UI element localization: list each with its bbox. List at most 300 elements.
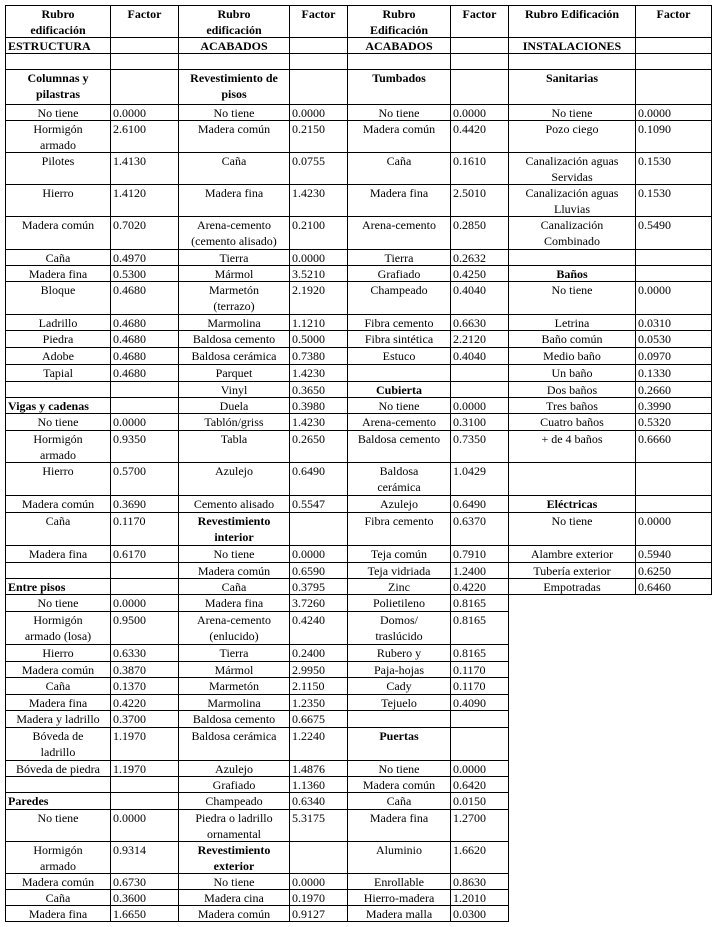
row-rule bbox=[508, 562, 712, 563]
row-rule bbox=[178, 809, 348, 810]
row-rule bbox=[347, 347, 509, 348]
row-rule bbox=[347, 249, 509, 250]
factor-value: 0.4040 bbox=[453, 349, 486, 363]
rubro-name: Enrollable bbox=[374, 875, 424, 889]
factor-value: 0.5320 bbox=[638, 415, 671, 429]
blank-cell bbox=[290, 842, 347, 873]
factor-value: 0.0150 bbox=[453, 794, 486, 808]
column-rule bbox=[347, 5, 348, 922]
column-rule bbox=[5, 5, 6, 922]
row-rule bbox=[347, 873, 509, 874]
row-rule bbox=[178, 330, 348, 331]
row-rule bbox=[178, 694, 348, 695]
factor-value: 1.6620 bbox=[453, 843, 486, 857]
rubro-name: Azulejo bbox=[215, 464, 253, 478]
blank-cell bbox=[290, 70, 347, 104]
column-rule bbox=[635, 5, 636, 595]
rubro-name: Bóveda de ladrillo bbox=[32, 729, 84, 759]
rubro-name: Pilotes bbox=[41, 154, 75, 168]
row-rule bbox=[347, 364, 509, 365]
row-rule bbox=[5, 889, 179, 890]
rubro-name: Azulejo bbox=[380, 497, 418, 511]
rubro-name: Madera común bbox=[197, 564, 271, 578]
row-rule bbox=[5, 347, 179, 348]
row-rule bbox=[178, 462, 348, 463]
row-rule bbox=[508, 578, 712, 579]
rubro-name: Caña bbox=[45, 679, 71, 693]
blank-cell bbox=[111, 579, 178, 594]
category-label: INSTALACIONES bbox=[522, 39, 622, 53]
rubro-name: Caña bbox=[221, 580, 247, 594]
row-rule bbox=[347, 611, 509, 612]
row-rule bbox=[508, 495, 712, 496]
row-rule bbox=[5, 330, 179, 331]
rubro-name: Madera fina bbox=[204, 596, 264, 610]
category-label: ACABADOS bbox=[365, 39, 433, 53]
rubro-name: + de 4 baños bbox=[541, 432, 603, 446]
rubro-name: Madera común bbox=[197, 122, 271, 136]
factor-value: 0.9127 bbox=[292, 907, 325, 921]
row-rule bbox=[5, 545, 179, 546]
factor-value: 1.4130 bbox=[113, 154, 146, 168]
rubro-name: Canalización Combinado bbox=[540, 218, 604, 248]
section-heading: Paredes bbox=[8, 794, 49, 808]
rubro-name: Tubería exterior bbox=[533, 564, 611, 578]
rubro-name: Duela bbox=[219, 399, 249, 413]
rubro-name: Cuatro baños bbox=[540, 415, 604, 429]
factor-value: 1.2400 bbox=[453, 564, 486, 578]
row-rule bbox=[178, 381, 348, 382]
factor-value: 1.2010 bbox=[453, 891, 486, 905]
row-rule bbox=[5, 562, 179, 563]
rubro-name: Teja común bbox=[370, 547, 428, 561]
rubro-name: No tiene bbox=[551, 283, 593, 297]
rubro-name: Tierra bbox=[219, 251, 249, 265]
factor-value: 0.0000 bbox=[292, 547, 325, 561]
rubro-name: No tiene bbox=[213, 875, 255, 889]
rubro-name: Madera cina bbox=[204, 891, 264, 905]
row-rule bbox=[347, 462, 509, 463]
rubro-name: No tiene bbox=[37, 106, 79, 120]
rubro-name: Tabla bbox=[220, 432, 248, 446]
rubro-name: Tierra bbox=[384, 251, 414, 265]
factor-value: 0.1170 bbox=[113, 514, 146, 528]
blank-cell bbox=[451, 70, 508, 104]
row-rule bbox=[178, 841, 348, 842]
factor-value: 3.5210 bbox=[292, 267, 325, 281]
row-rule bbox=[5, 661, 179, 662]
rubro-name: Madera fina bbox=[28, 696, 88, 710]
row-rule bbox=[508, 413, 712, 414]
row-rule bbox=[347, 809, 509, 810]
row-rule bbox=[5, 364, 179, 365]
row-rule bbox=[5, 265, 179, 266]
factor-value: 0.0755 bbox=[292, 154, 325, 168]
row-rule bbox=[178, 921, 348, 922]
row-rule bbox=[5, 5, 712, 6]
rubro-name: Rubero y bbox=[376, 646, 422, 660]
row-rule bbox=[508, 381, 712, 382]
row-rule bbox=[178, 889, 348, 890]
row-rule bbox=[347, 644, 509, 645]
row-rule bbox=[508, 430, 712, 431]
row-rule bbox=[347, 841, 509, 842]
rubro-name: Madera común bbox=[21, 875, 95, 889]
row-rule bbox=[178, 397, 348, 398]
rubro-name: Tablón/griss bbox=[204, 415, 264, 429]
factor-value: 0.6340 bbox=[292, 794, 325, 808]
factor-value: 0.4970 bbox=[113, 251, 146, 265]
factor-value: 1.4876 bbox=[292, 762, 325, 776]
rubro-name: Hierro-madera bbox=[363, 891, 435, 905]
rubro-name: Hormigón armado bbox=[33, 843, 83, 873]
row-rule bbox=[178, 710, 348, 711]
row-rule bbox=[508, 512, 712, 513]
factor-value: 0.9314 bbox=[113, 843, 146, 857]
row-rule bbox=[347, 397, 509, 398]
factor-value: 0.3795 bbox=[292, 580, 325, 594]
row-rule bbox=[5, 495, 179, 496]
factor-value: 0.0000 bbox=[113, 811, 146, 825]
rubro-name: Madera fina bbox=[28, 907, 88, 921]
row-rule bbox=[5, 727, 179, 728]
blank-cell bbox=[6, 563, 110, 578]
blank-cell bbox=[111, 382, 178, 397]
row-rule bbox=[5, 281, 179, 282]
column-rule bbox=[508, 5, 509, 595]
blank-cell bbox=[111, 793, 178, 809]
rubro-name: Caña bbox=[221, 154, 247, 168]
factor-value: 2.1150 bbox=[292, 679, 325, 693]
rubro-name: Empotradas bbox=[543, 580, 601, 594]
factor-value: 2.5010 bbox=[453, 186, 486, 200]
rubro-name: No tiene bbox=[37, 596, 79, 610]
blank-cell bbox=[636, 496, 711, 512]
rubro-name: Tres baños bbox=[546, 399, 598, 413]
rubro-name: Madera común bbox=[21, 663, 95, 677]
blank-cell bbox=[111, 777, 178, 792]
row-rule bbox=[508, 330, 712, 331]
row-rule bbox=[5, 120, 179, 121]
factor-value: 0.4220 bbox=[113, 696, 146, 710]
rubro-name: No tiene bbox=[551, 514, 593, 528]
factor-value: 2.1920 bbox=[292, 283, 325, 297]
row-rule bbox=[178, 727, 348, 728]
factor-value: 0.6490 bbox=[292, 464, 325, 478]
blank-cell bbox=[348, 365, 450, 381]
row-rule bbox=[347, 776, 509, 777]
row-rule bbox=[5, 873, 179, 874]
row-rule bbox=[508, 397, 712, 398]
factor-value: 0.8165 bbox=[453, 646, 486, 660]
factor-value: 0.1090 bbox=[638, 122, 671, 136]
row-rule bbox=[5, 314, 179, 315]
row-rule bbox=[347, 578, 509, 579]
rubro-name: Ladrillo bbox=[38, 316, 78, 330]
rubro-name: Letrina bbox=[554, 316, 590, 330]
rubro-name: Marmetón (terrazo) bbox=[209, 283, 259, 313]
factor-value: 0.9500 bbox=[113, 613, 146, 627]
rubro-name: Hormigón armado bbox=[33, 122, 83, 152]
row-rule bbox=[178, 413, 348, 414]
row-rule bbox=[5, 462, 179, 463]
blank-cell bbox=[451, 382, 508, 397]
factor-value: 0.0000 bbox=[453, 762, 486, 776]
blank-cell bbox=[451, 365, 508, 381]
factor-value: 0.3980 bbox=[292, 399, 325, 413]
header-factor: Factor bbox=[127, 7, 162, 21]
rubro-name: Hierro bbox=[42, 464, 74, 478]
rubro-name: Baldosa cerámica bbox=[191, 349, 277, 363]
row-rule bbox=[178, 644, 348, 645]
rubro-name: Arena-cemento (enlucido) bbox=[197, 613, 271, 643]
factor-value: 0.4040 bbox=[453, 283, 486, 297]
row-rule bbox=[5, 578, 179, 579]
factor-value: 0.3870 bbox=[113, 663, 146, 677]
factor-value: 0.6330 bbox=[113, 646, 146, 660]
row-rule bbox=[347, 330, 509, 331]
factor-value: 0.0000 bbox=[292, 875, 325, 889]
factor-value: 0.6660 bbox=[638, 432, 671, 446]
factor-value: 0.1170 bbox=[453, 679, 486, 693]
rubro-name: No tiene bbox=[213, 106, 255, 120]
row-rule bbox=[178, 281, 348, 282]
row-rule bbox=[5, 710, 179, 711]
rubro-name: Pozo ciego bbox=[545, 122, 599, 136]
factor-value: 0.6250 bbox=[638, 564, 671, 578]
factor-value: 0.3700 bbox=[113, 712, 146, 726]
row-rule bbox=[178, 578, 348, 579]
rubro-name: Piedra bbox=[42, 332, 74, 346]
rubro-name: Tapial bbox=[43, 366, 73, 380]
row-rule bbox=[347, 120, 509, 121]
row-rule bbox=[5, 430, 179, 431]
row-rule bbox=[178, 265, 348, 266]
factor-value: 0.5300 bbox=[113, 267, 146, 281]
rubro-name: Madera malla bbox=[365, 907, 433, 921]
header-factor: Factor bbox=[462, 7, 497, 21]
factor-value: 0.0000 bbox=[292, 106, 325, 120]
row-rule bbox=[347, 216, 509, 217]
row-rule bbox=[178, 594, 348, 595]
row-rule bbox=[347, 545, 509, 546]
blank-cell bbox=[111, 398, 178, 413]
factor-value: 0.4090 bbox=[453, 696, 486, 710]
rubro-name: Azulejo bbox=[215, 762, 253, 776]
factor-value: 0.0000 bbox=[638, 514, 671, 528]
row-rule bbox=[347, 413, 509, 414]
row-rule bbox=[5, 152, 179, 153]
factor-value: 0.7350 bbox=[453, 432, 486, 446]
row-rule bbox=[5, 184, 179, 185]
section-heading: Tumbados bbox=[372, 71, 426, 85]
factor-value: 1.1970 bbox=[113, 729, 146, 743]
category-label: ESTRUCTURA bbox=[8, 39, 91, 53]
section-heading: Vigas y cadenas bbox=[8, 399, 89, 413]
row-rule bbox=[178, 792, 348, 793]
blank-cell bbox=[509, 463, 635, 495]
factor-value: 0.6675 bbox=[292, 712, 325, 726]
row-rule bbox=[178, 512, 348, 513]
rubro-name: Canalización aguas Servidas bbox=[525, 154, 619, 184]
factor-value: 0.4420 bbox=[453, 122, 486, 136]
rubro-name: Arena-cemento bbox=[362, 218, 436, 232]
factor-value: 0.7910 bbox=[453, 547, 486, 561]
factor-value: 0.6420 bbox=[453, 778, 486, 792]
rubro-name: Vinyl bbox=[220, 383, 248, 397]
rubro-name: Dos baños bbox=[546, 383, 598, 397]
rubro-name: Tierra bbox=[219, 646, 249, 660]
header-factor: Factor bbox=[301, 7, 336, 21]
blank-cell bbox=[348, 711, 450, 727]
factor-value: 0.1970 bbox=[292, 891, 325, 905]
factor-value: 1.0429 bbox=[453, 464, 486, 478]
row-rule bbox=[5, 397, 179, 398]
row-rule bbox=[508, 249, 712, 250]
factor-value: 0.6730 bbox=[113, 875, 146, 889]
factor-value: 0.4680 bbox=[113, 316, 146, 330]
row-rule bbox=[508, 265, 712, 266]
row-rule bbox=[5, 809, 179, 810]
rubro-name: Cady bbox=[386, 679, 412, 693]
row-rule bbox=[508, 104, 712, 105]
factor-value: 0.6460 bbox=[638, 580, 671, 594]
factor-value: 1.1360 bbox=[292, 778, 325, 792]
row-rule bbox=[5, 694, 179, 695]
factor-value: 0.5547 bbox=[292, 497, 325, 511]
factor-value: 0.6590 bbox=[292, 564, 325, 578]
column-rule bbox=[178, 5, 179, 922]
row-rule bbox=[178, 314, 348, 315]
row-rule bbox=[347, 381, 509, 382]
rubro-name: Hormigón armado (losa) bbox=[24, 613, 92, 643]
section-heading: Baños bbox=[556, 267, 588, 281]
factor-value: 0.2400 bbox=[292, 646, 325, 660]
factor-value: 0.6370 bbox=[453, 514, 486, 528]
row-rule bbox=[347, 512, 509, 513]
rubro-name: Fibra cemento bbox=[364, 514, 434, 528]
factor-value: 0.5490 bbox=[638, 218, 671, 232]
factor-value: 0.1530 bbox=[638, 186, 671, 200]
factor-value: 0.0000 bbox=[292, 251, 325, 265]
row-rule bbox=[347, 889, 509, 890]
factor-value: 0.7380 bbox=[292, 349, 325, 363]
rubro-name: Caña bbox=[386, 794, 412, 808]
factor-value: 0.0000 bbox=[113, 415, 146, 429]
factor-value: 0.4680 bbox=[113, 332, 146, 346]
section-heading: Puertas bbox=[379, 729, 419, 743]
rubro-name: No tiene bbox=[213, 547, 255, 561]
rubro-name: Aluminio bbox=[375, 843, 422, 857]
rubro-name: Bloque bbox=[40, 283, 76, 297]
factor-value: 0.8165 bbox=[453, 596, 486, 610]
factor-value: 0.7020 bbox=[113, 218, 146, 232]
row-rule bbox=[178, 611, 348, 612]
rubro-name: Madera fina bbox=[369, 186, 429, 200]
factor-value: 1.2350 bbox=[292, 696, 325, 710]
row-rule bbox=[178, 184, 348, 185]
row-rule bbox=[347, 594, 509, 595]
blank-cell bbox=[636, 250, 711, 265]
rubro-name: Marmetón bbox=[209, 679, 259, 693]
rubro-name: Tejuelo bbox=[381, 696, 417, 710]
row-rule bbox=[347, 281, 509, 282]
rubro-name: Cemento alisado bbox=[193, 497, 275, 511]
blank-cell bbox=[290, 513, 347, 545]
rubro-name: Teja vidriada bbox=[367, 564, 431, 578]
factor-value: 0.8630 bbox=[453, 875, 486, 889]
rubro-name: Grafiado bbox=[377, 267, 421, 281]
row-rule bbox=[178, 661, 348, 662]
row-rule bbox=[508, 216, 712, 217]
factor-value: 0.6170 bbox=[113, 547, 146, 561]
factor-value: 0.6490 bbox=[453, 497, 486, 511]
rubro-name: No tiene bbox=[378, 399, 420, 413]
factor-value: 0.2150 bbox=[292, 122, 325, 136]
factor-value: 0.4680 bbox=[113, 349, 146, 363]
factor-value: 0.2660 bbox=[638, 383, 671, 397]
row-rule bbox=[178, 873, 348, 874]
rubro-name: Caña bbox=[45, 891, 71, 905]
row-rule bbox=[5, 104, 179, 105]
row-rule bbox=[178, 347, 348, 348]
rubro-name: Mármol bbox=[214, 663, 254, 677]
factor-value: 0.2850 bbox=[453, 218, 486, 232]
factor-value: 0.3990 bbox=[638, 399, 671, 413]
factor-value: 0.2650 bbox=[292, 432, 325, 446]
rubro-name: Polietileno bbox=[373, 596, 425, 610]
row-rule bbox=[347, 265, 509, 266]
rubro-name: Estuco bbox=[382, 349, 416, 363]
rubro-name: Domos/ traslúcido bbox=[375, 613, 423, 643]
column-rule bbox=[711, 5, 712, 595]
factor-value: 1.4230 bbox=[292, 366, 325, 380]
column-rule bbox=[289, 5, 290, 922]
rubro-name: Madera común bbox=[362, 122, 436, 136]
rubro-name: Caña bbox=[45, 514, 71, 528]
factor-value: 0.0310 bbox=[638, 316, 671, 330]
row-rule bbox=[5, 69, 712, 70]
rubro-name: Baldosa cerámica bbox=[191, 729, 277, 743]
factor-value: 0.4220 bbox=[453, 580, 486, 594]
row-rule bbox=[178, 760, 348, 761]
rubro-name: Caña bbox=[386, 154, 412, 168]
rubro-name: Paja-hojas bbox=[374, 663, 424, 677]
rubro-name: Hormigón armado bbox=[33, 432, 83, 462]
rubro-name: Canalización aguas Lluvias bbox=[525, 186, 619, 216]
column-rule bbox=[450, 5, 451, 922]
rubro-name: Medio baño bbox=[543, 349, 601, 363]
rubro-name: Champeado bbox=[205, 794, 263, 808]
rubro-name: Fibra sintética bbox=[364, 332, 434, 346]
row-rule bbox=[508, 594, 712, 595]
section-heading: Cubierta bbox=[376, 383, 422, 397]
factor-value: 3.7260 bbox=[292, 596, 325, 610]
rubro-name: Madera fina bbox=[204, 186, 264, 200]
row-rule bbox=[178, 776, 348, 777]
factor-value: 0.0000 bbox=[453, 106, 486, 120]
factor-value: 0.0000 bbox=[638, 106, 671, 120]
row-rule bbox=[508, 314, 712, 315]
factor-value: 0.9350 bbox=[113, 432, 146, 446]
factor-value: 1.4230 bbox=[292, 186, 325, 200]
header-rubro: Rubro Edificación bbox=[369, 7, 428, 37]
row-rule bbox=[508, 184, 712, 185]
factor-value: 5.3175 bbox=[292, 811, 325, 825]
header-rubro: Rubro edificación bbox=[206, 7, 262, 37]
row-rule bbox=[178, 120, 348, 121]
row-rule bbox=[347, 104, 509, 105]
